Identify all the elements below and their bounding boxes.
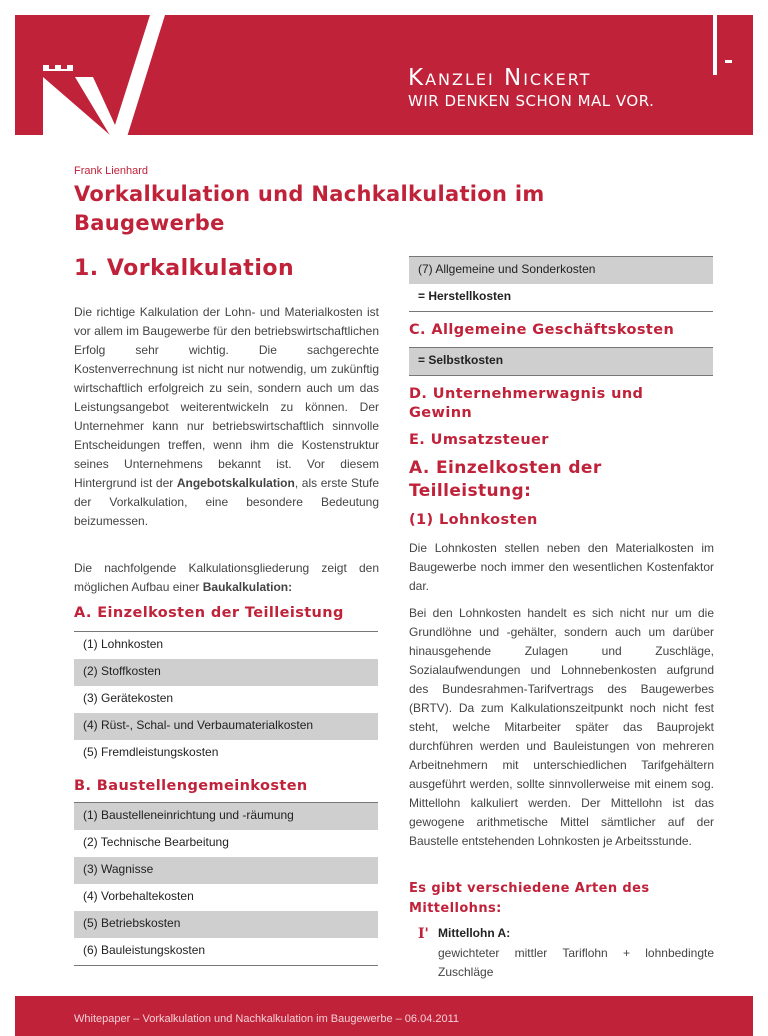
table-row: (4) Vorbehaltekosten: [83, 889, 194, 903]
lohnkosten-paragraph-2: Bei den Lohnkosten handelt es sich nicht nur um die Grundlöhne und -gehälter, sondern auch um darüber hinausgehende Zulagen und Zuschläge, Sozialaufwendungen und Lohnnebenkosten aufgrund des Bundesrahmen-Tarifvertrags des Baugewerbes (BRTV). Da zum Kalkulationszeitpunkt noch nicht fest steht, welche Mitarbeiter später das Bauprojekt durchführen werden und Bauleistungen von mehreren Arbeitnehmern mit unterschiedlichen Tarifgehältern ausgeführt werden, sollte sinnvollerweise mit einem sog. Mittellohn kalkuliert werden. Der Mittellohn ist das gewogene arithmetische Mittel sämtlicher auf der Baustelle entstehenden Lohnkosten je Arbeitsstunde.: [409, 606, 714, 848]
brand-tagline: WIR DENKEN SCHON MAL VOR.: [408, 92, 655, 110]
table-row: (1) Lohnkosten: [83, 637, 164, 651]
section-a-heading: A. Einzelkosten der Teilleistung: [74, 605, 344, 621]
bullet-icon: I': [418, 926, 429, 942]
section-heading-vorkalkulation: 1. Vorkalkulation: [74, 256, 295, 281]
footer-bar: [15, 996, 753, 1036]
brand-block: [408, 65, 654, 110]
structure-text-bold: Baukalkulation:: [202, 580, 293, 594]
decorative-bar: [713, 15, 717, 75]
table-row: (2) Technische Bearbeitung: [83, 835, 229, 849]
kanzlei-logo-icon: [15, 15, 185, 135]
decorative-mark: [725, 60, 732, 63]
section-a2-heading: A. Einzelkosten der Teilleistung:: [409, 458, 602, 501]
mittellohn-heading: Es gibt verschiedene Arten des Mittellohns:: [409, 881, 650, 916]
table-row: (6) Bauleistungskosten: [83, 943, 206, 957]
author-name: Frank Lienhard: [74, 165, 148, 177]
mittellohn-a-title: Mittellohn A:: [438, 926, 511, 940]
intro-text-1: Die richtige Kalkulation der Lohn- und Materialkosten ist vor allem im Baugewerbe für den betriebswirtschaftlichen Erfolg sehr wichtig. Die sachgerechte Kostenverrechnung ist nicht nur notwendig, um zukünftig wirtschaftlich erfolgreich zu sein, sondern auch um das Leistungsangebot weiterentwickeln zu können. Der Unternehmer kann nur betriebswirtschaftlich sinnvolle Entscheidungen treffen, wenn ihm die Kostenstruktur seines Unternehmens bekannt ist. Vor diesem Hintergrund ist der: [74, 305, 379, 490]
section-d-heading: D. Unternehmerwagnis und Gewinn: [409, 386, 644, 421]
table-row: (5) Betriebskosten: [74, 911, 378, 938]
selbstkosten-table: [409, 347, 713, 376]
intro-paragraph: [74, 303, 379, 531]
lohnkosten-subheading: (1) Lohnkosten: [409, 512, 538, 528]
mittellohn-a-text: gewichteter mittler Tariflohn + lohnbedingte Zuschläge: [438, 946, 714, 979]
structure-paragraph: [74, 559, 379, 597]
lohnkosten-paragraph-1: Die Lohnkosten stellen neben den Materialkosten im Baugewerbe noch immer den wesentlichen Kostenfaktor dar.: [409, 541, 714, 593]
herstellkosten-table: [409, 256, 713, 312]
intro-text-2: , als erste Stufe der Vorkalkulation, eine besondere Bedeutung beizumessen.: [74, 476, 379, 528]
table-row: (3) Gerätekosten: [83, 691, 174, 705]
section-a-table: [74, 631, 378, 767]
table-row: (4) Rüst-, Schal- und Verbaumaterialkosten: [74, 713, 378, 740]
footer-text: Whitepaper – Vorkalkulation und Nachkalkulation im Baugewerbe – 06.04.2011: [74, 1013, 460, 1025]
section-e-heading: E. Umsatzsteuer: [409, 432, 549, 448]
table-row: = Herstellkosten: [418, 289, 512, 303]
table-row: (3) Wagnisse: [74, 857, 378, 884]
section-b-heading: B. Baustellengemeinkosten: [74, 778, 308, 794]
brand-name: Kanzlei Nickert: [408, 65, 592, 91]
table-row: = Selbstkosten: [409, 348, 713, 375]
header-banner: [15, 15, 753, 135]
section-c-heading: C. Allgemeine Geschäftskosten: [409, 322, 675, 338]
table-row: (5) Fremdleistungskosten: [83, 745, 219, 759]
document-title: Vorkalkulation und Nachkalkulation im Baugewerbe: [74, 182, 545, 235]
table-row: (7) Allgemeine und Sonderkosten: [409, 257, 713, 284]
intro-text-bold: Angebotskalkulation: [176, 476, 295, 490]
table-row: (1) Baustelleneinrichtung und -räumung: [74, 803, 378, 830]
section-b-table: [74, 802, 378, 966]
table-row: (2) Stoffkosten: [74, 659, 378, 686]
structure-text: Die nachfolgende Kalkulationsgliederung zeigt den möglichen Aufbau einer: [74, 561, 379, 594]
